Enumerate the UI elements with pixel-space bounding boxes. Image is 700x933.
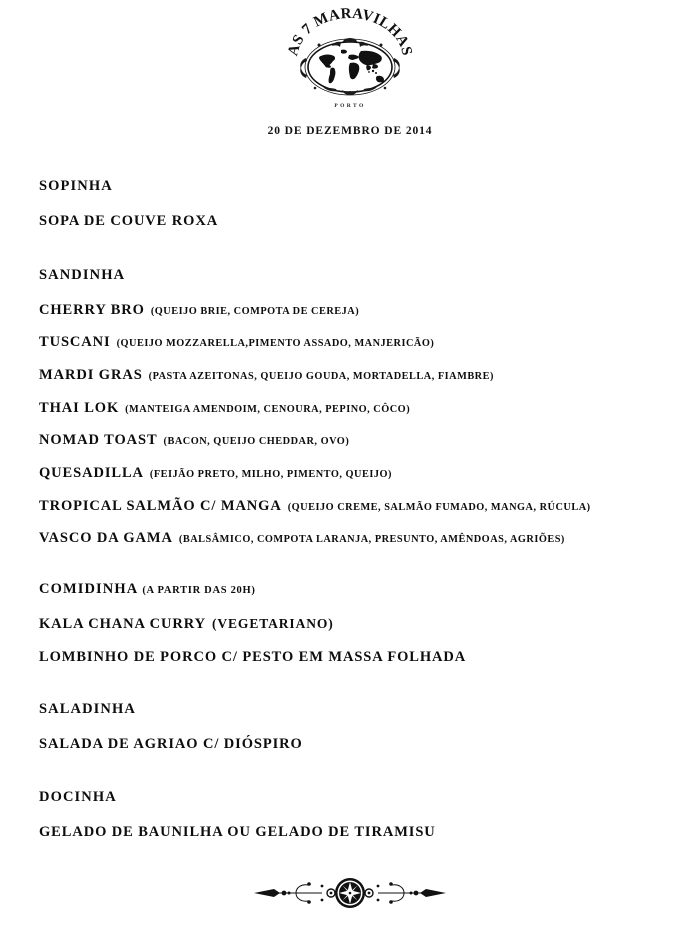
menu-item-desc: (BACON, QUEIJO CHEDDAR, OVO) <box>163 436 350 448</box>
menu-section-comidinha <box>39 582 670 665</box>
section-heading-sopinha <box>39 179 670 195</box>
menu-section-sopinha <box>39 179 670 230</box>
menu-item <box>39 400 670 417</box>
menu-section-docinha <box>39 790 670 841</box>
menu-item-desc: (PASTA AZEITONAS, QUEIJO GOUDA, MORTADELLA, FIAMBRE) <box>148 370 494 382</box>
menu-item <box>39 498 670 515</box>
menu-item-desc: (BALSÂMICO, COMPOTA LARANJA, PRESUNTO, AMÊNDOAS, AGRIÕES) <box>178 534 565 546</box>
section-heading-note: (A PARTIR DAS 20H) <box>142 584 256 596</box>
menu-item <box>39 302 670 319</box>
menu-item <box>39 649 670 666</box>
section-heading-sandinha <box>39 268 670 284</box>
menu-item-desc: (MANTEIGA AMENDOIM, CENOURA, PEPINO, CÔCO) <box>125 403 411 415</box>
menu-item-name: QUESADILLA <box>39 464 144 481</box>
menu-section-saladinha <box>39 702 670 753</box>
menu-item-desc: (FEIJÃO PRETO, MILHO, PIMENTO, QUEIJO) <box>149 468 392 480</box>
section-heading-docinha <box>39 790 670 806</box>
svg-text:AS 7 MARAVILHAS: AS 7 MARAVILHAS <box>285 8 415 58</box>
menu-item-name: TROPICAL SALMÃO C/ MANGA <box>39 497 282 514</box>
menu-item <box>39 213 670 230</box>
footer-divider <box>0 872 700 914</box>
menu-sections <box>0 179 700 840</box>
menu-item-name: VASCO DA GAMA <box>39 530 173 547</box>
compass-rose-divider-icon <box>250 872 450 914</box>
menu-item <box>39 530 670 547</box>
menu-item <box>39 465 670 482</box>
section-heading-saladinha <box>39 702 670 718</box>
menu-item <box>39 334 670 351</box>
section-heading-label: SANDINHA <box>39 266 126 283</box>
menu-item-name: TUSCANI <box>39 334 111 351</box>
section-heading-label: SALADINHA <box>39 701 136 718</box>
menu-item-tag: (VEGETARIANO) <box>211 615 334 631</box>
section-heading-label: SOPINHA <box>39 178 113 194</box>
menu-section-sandinha <box>39 268 670 547</box>
menu-item-name: GELADO DE BAUNILHA OU GELADO DE TIRAMISU <box>39 823 436 840</box>
menu-item-desc: (QUEIJO CREME, SALMÃO FUMADO, MANGA, RÚCULA) <box>287 501 591 513</box>
section-heading-comidinha <box>39 582 670 598</box>
menu-item <box>39 432 670 449</box>
section-heading-label: DOCINHA <box>39 788 117 805</box>
section-heading-label: COMIDINHA <box>39 580 139 597</box>
menu-item-name: NOMAD TOAST <box>39 432 158 449</box>
brand-sub-text: PORTO <box>334 103 366 109</box>
menu-item-desc: (QUEIJO MOZZARELLA,PIMENTO ASSADO, MANJERICÃO) <box>116 338 435 350</box>
menu-item-name: SOPA DE COUVE ROXA <box>39 212 219 229</box>
menu-item <box>39 367 670 384</box>
menu-item <box>39 824 670 841</box>
menu-item-name: CHERRY BRO <box>39 301 145 318</box>
menu-item-name: KALA CHANA CURRY <box>39 615 206 632</box>
menu-item <box>39 736 670 753</box>
menu-item-name: THAI LOK <box>39 399 120 416</box>
world-map-oval-crest-icon <box>285 8 415 113</box>
menu-date: 20 DE DEZEMBRO DE 2014 <box>267 125 433 137</box>
menu-item-name: MARDI GRAS <box>39 366 143 383</box>
menu-item-desc: (QUEIJO BRIE, COMPOTA DE CEREJA) <box>150 305 360 317</box>
brand-logo <box>0 0 700 113</box>
menu-item <box>39 616 670 633</box>
menu-item-name: LOMBINHO DE PORCO C/ PESTO EM MASSA FOLHADA <box>39 648 467 665</box>
menu-item-name: SALADA DE AGRIAO C/ DIÓSPIRO <box>39 736 303 753</box>
